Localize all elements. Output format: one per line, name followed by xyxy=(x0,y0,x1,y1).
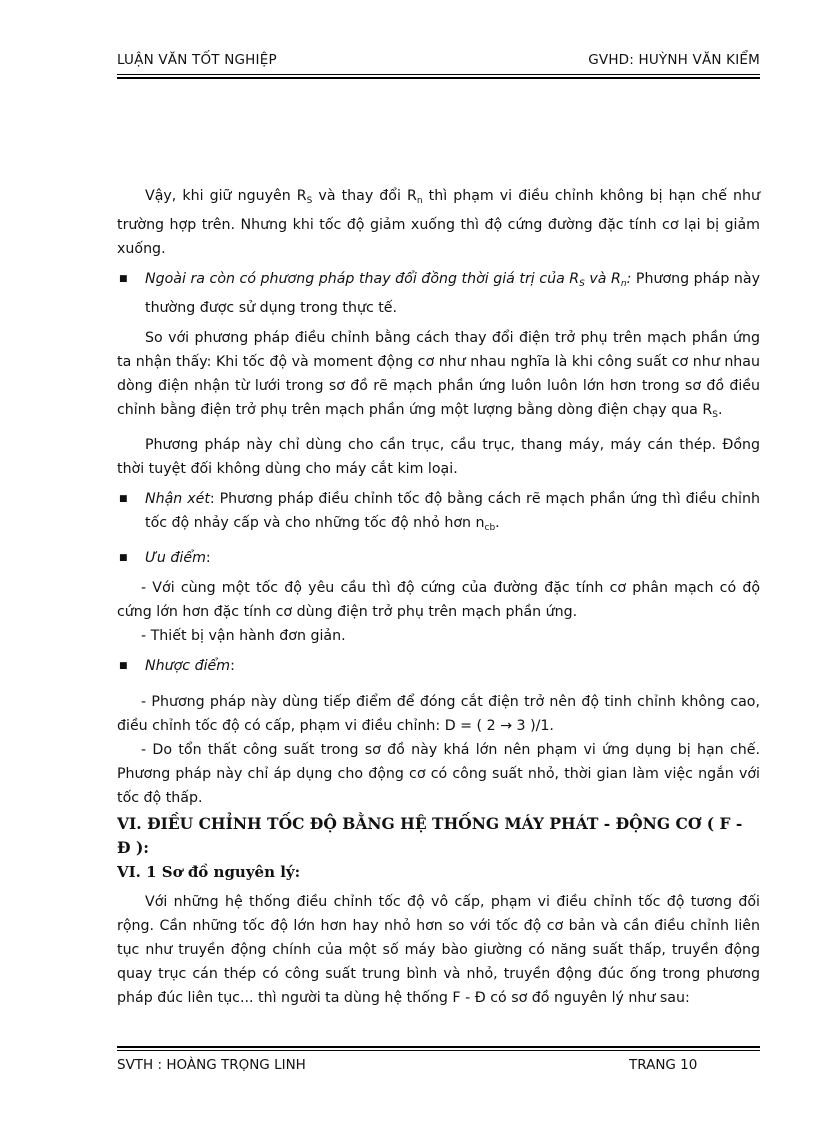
paragraph-rs-rn: Vậy, khi giữ nguyên $R_S$ và thay đổi $R_n$ thì phạm vi điều chỉnh không bị hạn chế như trường hợp trên. Nhưng khi tốc độ giảm xuống thì độ cứng đường đặc tính cơ lại bị giảm xuống. xyxy=(117,188,760,257)
header-supervisor: GVHD: HUỲNH VĂN KIỂM xyxy=(588,52,760,68)
bullet-disadvantages: ■ Nhược điểm: xyxy=(117,654,760,678)
footer-rule-thick xyxy=(117,1046,760,1048)
footer-student-name: SVTH : HOÀNG TRỌNG LINH xyxy=(117,1057,306,1073)
header-rule-thin xyxy=(117,74,760,75)
document-body xyxy=(117,184,760,1016)
bullet-square-icon: ■ xyxy=(119,553,128,563)
paragraph-comparison: So với phương pháp điều chỉnh bằng cách thay đổi điện trở phụ trên mạch phần ứng ta nhận thấy: Khi tốc độ và moment động cơ như nhau nghĩa là khi công suất cơ như nhau dòng điện nhận từ lưới trong sơ đồ rẽ mạch phần ứng luôn luôn lớn hơn trong sơ đồ điều chỉnh bằng điện trở phụ trên mạch phần ứng một lượng bằng dòng điện chạy qua $R_S$. xyxy=(117,330,760,420)
paragraph-fd-system: Với những hệ thống điều chỉnh tốc độ vô cấp, phạm vi điều chỉnh tốc độ tương đối rộng. Cần những tốc độ lớn hơn hay nhỏ hơn so với tốc độ cơ bản và cần điều chỉnh liên tục như truyền động chính của một số máy bào giường có năng suất thấp, truyền động quay trục cán thép có công suất trung bình và nhỏ, truyền động đúc ống trong phương pháp đúc liên tục... thì người ta dùng hệ thống F - Đ có sơ đồ nguyên lý như sau: xyxy=(117,894,760,1006)
bullet-remark: ■ Nhận xét: Phương pháp điều chỉnh tốc độ bằng cách rẽ mạch phần ứng thì điều chỉnh tốc độ nhảy cấp và cho những tốc độ nhỏ hơn $n_{cb}$. xyxy=(117,487,760,540)
subsection-heading: VI. 1 Sơ đồ nguyên lý: xyxy=(117,863,301,881)
page-number: TRANG 10 xyxy=(629,1057,698,1073)
page-footer xyxy=(117,1057,760,1079)
disadvantage-item: - Do tổn thất công suất trong sơ đồ này khá lớn nên phạm vi ứng dụng bị hạn chế. Phương pháp này chỉ áp dụng cho động cơ có công suất nhỏ, thời gian làm việc ngắn với tốc độ thấp. xyxy=(117,742,760,806)
bullet-advantages: ■ Ưu điểm: xyxy=(117,546,760,570)
bullet-square-icon: ■ xyxy=(119,494,128,504)
disadvantage-item: - Phương pháp này dùng tiếp điểm để đóng cắt điện trở nên độ tinh chỉnh không cao, điều chỉnh tốc độ có cấp, phạm vi điều chỉnh: D = ( 2 → 3 )/1. xyxy=(117,694,760,734)
footer-rule-thin xyxy=(117,1050,760,1051)
paragraph-applications: Phương pháp này chỉ dùng cho cần trục, cầu trục, thang máy, máy cán thép. Đồng thời tuyệt đối không dùng cho máy cắt kim loại. xyxy=(117,437,760,477)
advantage-item: - Thiết bị vận hành đơn giản. xyxy=(141,628,346,644)
header-rule-thick xyxy=(117,77,760,79)
bullet-square-icon: ■ xyxy=(119,661,128,671)
bullet-combined-method: ■ Ngoài ra còn có phương pháp thay đổi đồng thời giá trị của $R_S$ và $R_n$: Phương pháp này thường được sử dụng trong thực tế. xyxy=(117,267,760,320)
page-header xyxy=(117,52,760,74)
bullet-square-icon: ■ xyxy=(119,274,128,284)
advantage-item: - Với cùng một tốc độ yêu cầu thì độ cứng của đường đặc tính cơ phân mạch có độ cứng lớn hơn đặc tính cơ dùng điện trở phụ trên mạch phần ứng. xyxy=(117,580,760,620)
header-thesis-title: LUẬN VĂN TỐT NGHIỆP xyxy=(117,52,277,68)
section-heading: VI. ĐIỀU CHỈNH TỐC ĐỘ BẰNG HỆ THỐNG MÁY PHÁT - ĐỘNG CƠ ( F - Đ ): xyxy=(117,814,743,857)
